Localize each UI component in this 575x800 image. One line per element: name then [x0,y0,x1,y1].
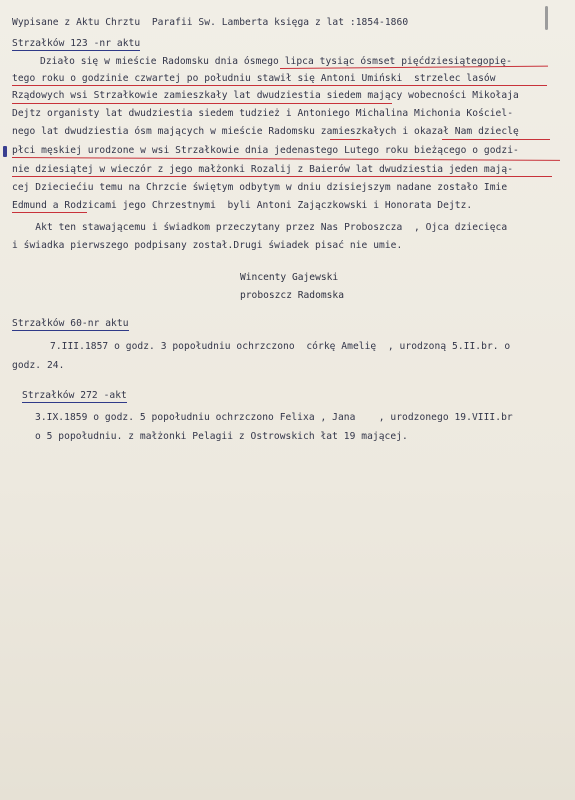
red-underline [12,157,560,161]
red-underline [12,212,87,213]
red-underline [12,85,547,86]
record-1-heading [12,38,140,50]
priest-name: Wincenty Gajewski [240,272,339,283]
record-3-line-1: 3.IX.1859 o godz. 5 popołudniu ochrzczono Felixa , Jana , urodzonego 19.VIII.br [35,412,513,423]
priest-role: proboszcz Radomska [240,290,344,301]
margin-mark [3,146,7,157]
record-1-closing-2: i świadka pierwszego podpisany został.Drugi świadek pisać nie umie. [12,240,403,251]
record-2-heading-text: Strzałków 60-nr aktu [12,318,129,329]
record-1-line-9: Edmund a Rodzicami jego Chrzestnymi byli Antoni Zajączkowski i Honorata Dejtz. [12,200,473,211]
record-1-line-5: nego lat dwudziestia ósm mających w mieście Radomsku zamieszkałych i okazał Nam dzieclę [12,126,519,137]
record-3-line-2: o 5 popołudniu. z małżonki Pelagii z Ostrowskich łat 19 mającej. [35,431,408,442]
record-1-line-7: nie dziesiątej w wieczór z jego małżonki Rozalij z Baierów lat dwudziestia jeden mają- [12,164,514,175]
red-underline [12,103,392,104]
red-underline [330,139,360,140]
pencil-mark [545,6,548,30]
record-2-heading [12,318,129,330]
document-title: Wypisane z Aktu Chrztu Parafii Sw. Lamberta księga z lat :1854-1860 [12,17,409,28]
record-2-line-2: godz. 24. [12,360,65,371]
record-1-closing-1: Akt ten stawającemu i świadkom przeczytany przez Nas Proboszcza , Ojca dziecięca [12,222,508,233]
record-2-line-1: 7.III.1857 o godz. 3 popołudniu ochrzczono córkę Amelię , urodzoną 5.II.br. o [50,341,511,352]
record-1-line-1: Działo się w mieście Radomsku dnia ósmego lipca tysiąc ósmset pięćdziesiątegopię- [40,56,512,67]
record-1-line-8: cej Dzieciećiu temu na Chrzcie świętym odbytym w dniu dzisiejszym nadane zostało Imie [12,182,508,193]
red-underline [12,176,552,177]
record-3-heading [22,390,127,402]
red-underline [442,139,550,140]
record-1-line-6: płci męskiej urodzone w wsi Strzałkowie dnia jedenastego Lutego roku bieżącego o godzi- [12,145,519,156]
record-1-line-3: Rządowych wsi Strzałkowie zamieszkały lat dwudziestia siedem mający wobecności Mikołaja [12,90,519,101]
record-1-heading-text: Strzałków 123 -nr aktu [12,38,141,49]
record-1-line-2: tego roku o godzinie czwartej po południu stawił się Antoni Umiński strzelec lasów [12,73,496,84]
record-3-heading-text: Strzałków 272 -akt [22,390,127,401]
record-1-line-4: Dejtz organisty lat dwudziestia siedem tudzież i Antoniego Michalina Michonia Kościel- [12,108,514,119]
